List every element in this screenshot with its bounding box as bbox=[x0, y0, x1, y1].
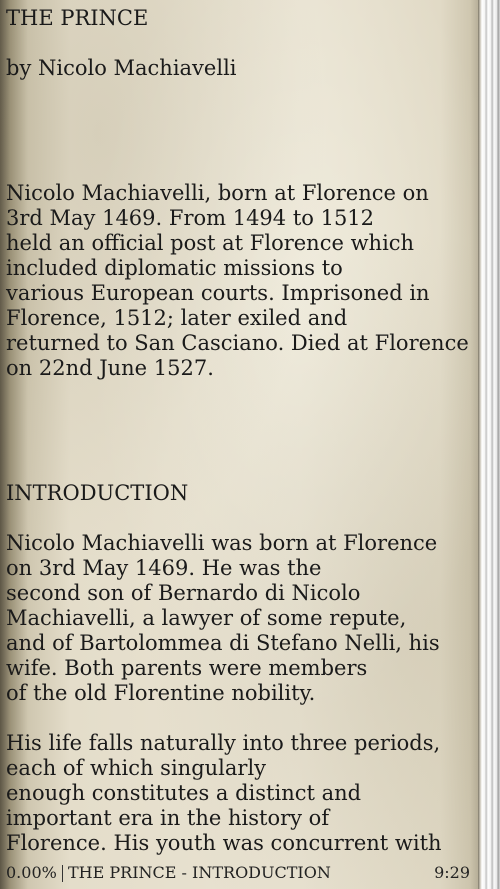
text-line: enough constitutes a distinct and bbox=[6, 781, 362, 805]
page-edge-stack bbox=[478, 0, 500, 889]
text-line: Nicolo Machiavelli, born at Florence on bbox=[6, 181, 429, 205]
text-line: various European courts. Imprisoned in bbox=[6, 281, 430, 305]
text-line: Machiavelli, a lawyer of some repute, bbox=[6, 606, 407, 630]
status-divider bbox=[62, 865, 63, 882]
text-line: second son of Bernardo di Nicolo bbox=[6, 581, 361, 605]
spacer bbox=[6, 706, 480, 731]
text-line: returned to San Casciano. Died at Florence bbox=[6, 331, 469, 355]
chapter-title: THE PRINCE - INTRODUCTION bbox=[68, 863, 331, 882]
text-line: on 22nd June 1527. bbox=[6, 356, 214, 380]
text-line: on 3rd May 1469. He was the bbox=[6, 556, 322, 580]
text-line: His life falls naturally into three periods, bbox=[6, 731, 441, 755]
intro-paragraph-1 bbox=[6, 531, 480, 706]
reading-text[interactable] bbox=[6, 6, 480, 856]
text-line: and of Bartolommea di Stefano Nelli, his bbox=[6, 631, 440, 655]
spacer bbox=[6, 381, 480, 431]
section-heading: INTRODUCTION bbox=[6, 481, 189, 505]
book-author: by Nicolo Machiavelli bbox=[6, 56, 237, 80]
reading-progress: 0.00% bbox=[6, 863, 57, 882]
spacer bbox=[6, 131, 480, 181]
text-line: wife. Both parents were members bbox=[6, 656, 368, 680]
text-line: Nicolo Machiavelli was born at Florence bbox=[6, 531, 438, 555]
text-line: included diplomatic missions to bbox=[6, 256, 343, 280]
book-title: THE PRINCE bbox=[6, 6, 149, 30]
text-line: of the old Florentine nobility. bbox=[6, 681, 316, 705]
text-line: Florence, 1512; later exiled and bbox=[6, 306, 348, 330]
clock: 9:29 bbox=[434, 863, 470, 882]
bio-paragraph bbox=[6, 181, 480, 381]
intro-paragraph-2 bbox=[6, 731, 480, 856]
spacer bbox=[6, 506, 480, 531]
text-line: important era in the history of bbox=[6, 806, 330, 830]
spacer bbox=[6, 31, 480, 56]
text-line: held an official post at Florence which bbox=[6, 231, 415, 255]
text-line: each of which singularly bbox=[6, 756, 267, 780]
text-line: Florence. His youth was concurrent with bbox=[6, 831, 442, 855]
spacer bbox=[6, 431, 480, 481]
spacer bbox=[6, 81, 480, 131]
text-line: 3rd May 1469. From 1494 to 1512 bbox=[6, 206, 375, 230]
status-bar bbox=[0, 859, 478, 887]
